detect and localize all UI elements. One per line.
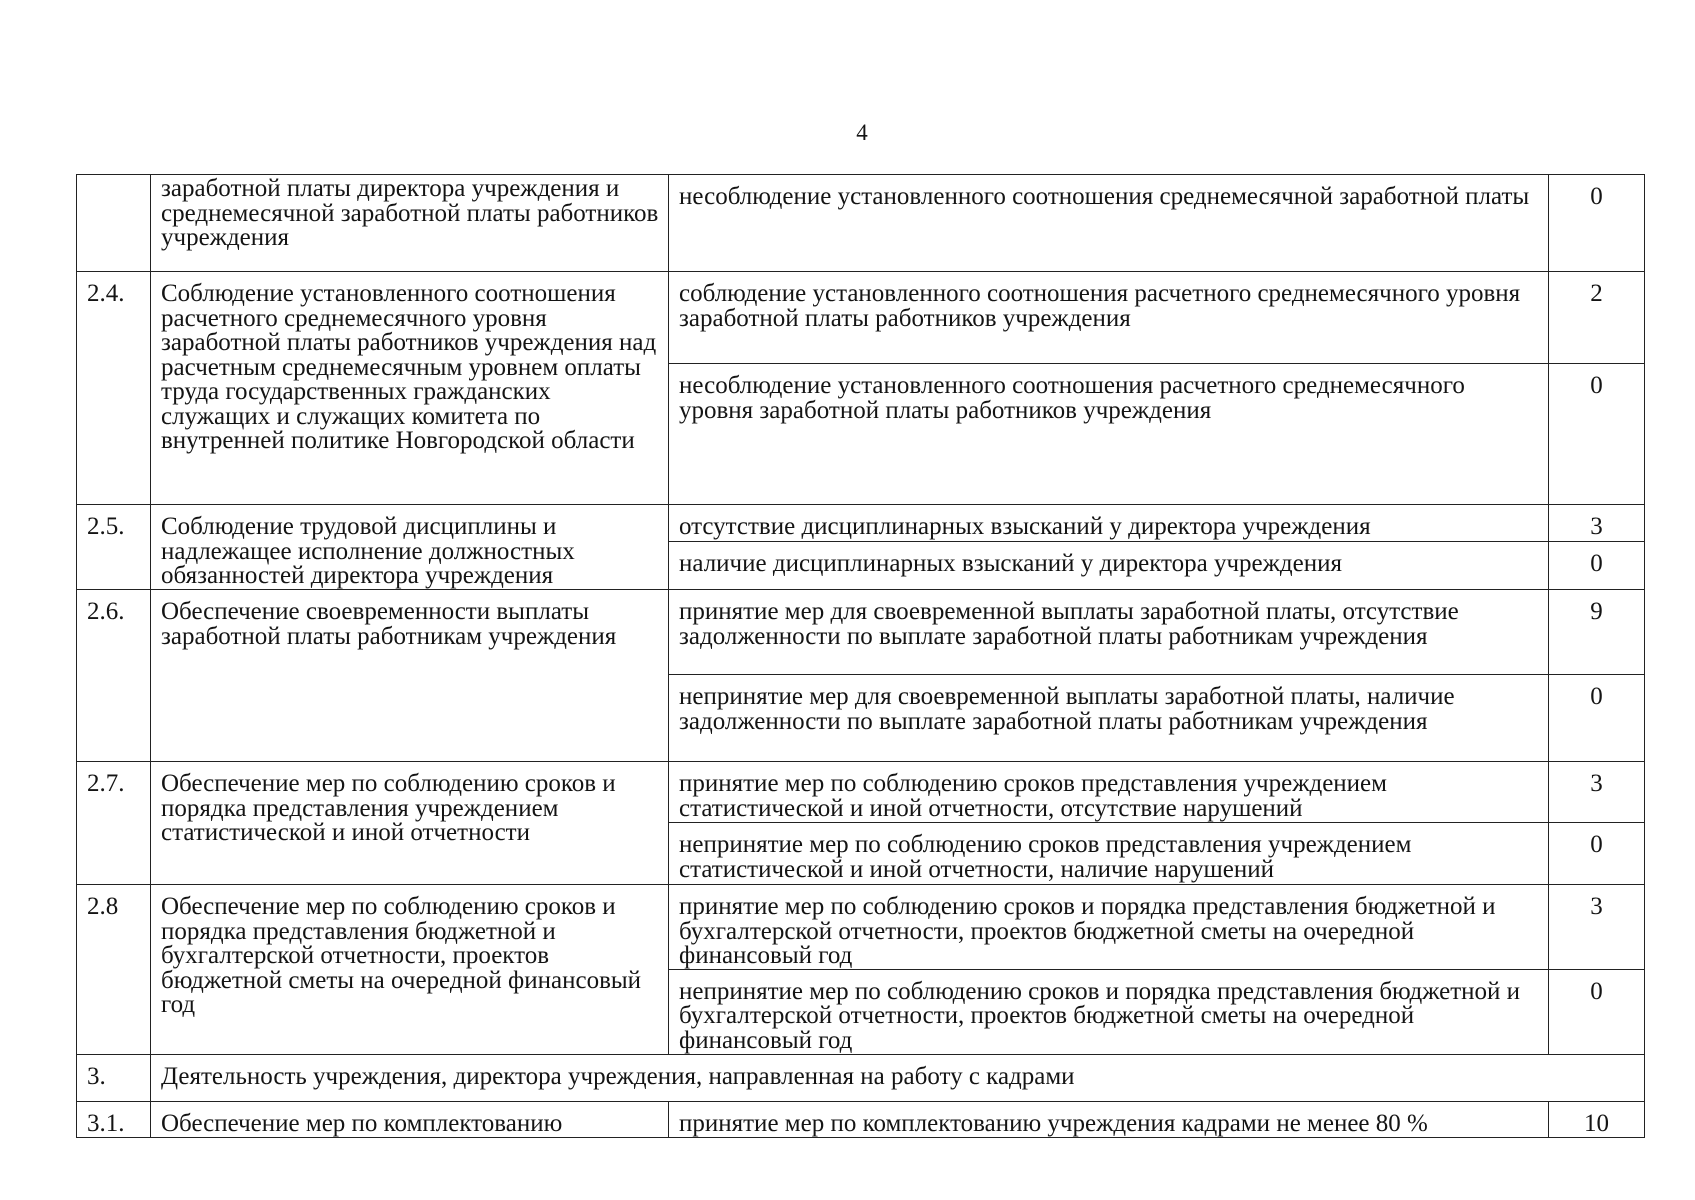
table-row bbox=[77, 762, 1645, 823]
row-number: 2.8 bbox=[77, 885, 151, 1055]
score-value: 0 bbox=[1549, 175, 1645, 272]
criteria-table bbox=[76, 174, 1645, 1138]
option-text: принятие мер по комплектованию учреждения кадрами не менее 80 % bbox=[669, 1101, 1549, 1137]
score-value: 3 bbox=[1549, 885, 1645, 970]
row-number: 2.7. bbox=[77, 762, 151, 885]
table-row bbox=[77, 1101, 1645, 1137]
score-value: 0 bbox=[1549, 969, 1645, 1054]
criterion-text: Обеспечение мер по соблюдению сроков и порядка представления бюджетной и бухгалтерской отчетности, проектов бюджетной сметы на очередной финансовый год bbox=[151, 885, 669, 1055]
criterion-text: заработной платы директора учреждения и среднемесячной заработной платы работников учреждения bbox=[151, 175, 669, 272]
option-text: соблюдение установленного соотношения расчетного среднемесячного уровня заработной платы работников учреждения bbox=[669, 272, 1549, 364]
option-text: несоблюдение установленного соотношения расчетного среднемесячного уровня заработной платы работников учреждения bbox=[669, 364, 1549, 505]
criterion-text: Обеспечение мер по соблюдению сроков и порядка представления учреждением статистической и иной отчетности bbox=[151, 762, 669, 885]
table-row bbox=[77, 885, 1645, 970]
row-number: 2.5. bbox=[77, 505, 151, 590]
score-value: 9 bbox=[1549, 590, 1645, 675]
row-number bbox=[77, 175, 151, 272]
page-number: 4 bbox=[856, 120, 868, 145]
option-text: принятие мер для своевременной выплаты заработной платы, отсутствие задолженности по выплате заработной платы работникам учреждения bbox=[669, 590, 1549, 675]
score-value: 0 bbox=[1549, 542, 1645, 590]
criterion-text: Обеспечение мер по комплектованию bbox=[151, 1101, 669, 1137]
row-number: 3.1. bbox=[77, 1101, 151, 1137]
table-row bbox=[77, 272, 1645, 364]
score-value: 0 bbox=[1549, 364, 1645, 505]
option-text: принятие мер по соблюдению сроков представления учреждением статистической и иной отчетности, отсутствие нарушений bbox=[669, 762, 1549, 823]
option-text: несоблюдение установленного соотношения среднемесячной заработной платы bbox=[669, 175, 1549, 272]
criterion-text: Обеспечение своевременности выплаты заработной платы работникам учреждения bbox=[151, 590, 669, 762]
option-text: наличие дисциплинарных взысканий у директора учреждения bbox=[669, 542, 1549, 590]
option-text: непринятие мер по соблюдению сроков и порядка представления бюджетной и бухгалтерской отчетности, проектов бюджетной сметы на очередной финансовый год bbox=[669, 969, 1549, 1054]
score-value: 10 bbox=[1549, 1101, 1645, 1137]
score-value: 0 bbox=[1549, 675, 1645, 762]
section-row bbox=[77, 1054, 1645, 1101]
row-number: 2.4. bbox=[77, 272, 151, 505]
score-value: 0 bbox=[1549, 823, 1645, 885]
section-title: Деятельность учреждения, директора учреждения, направленная на работу с кадрами bbox=[151, 1054, 1645, 1101]
option-text: непринятие мер по соблюдению сроков представления учреждением статистической и иной отчетности, наличие нарушений bbox=[669, 823, 1549, 885]
criterion-text: Соблюдение трудовой дисциплины и надлежащее исполнение должностных обязанностей директора учреждения bbox=[151, 505, 669, 590]
row-number: 2.6. bbox=[77, 590, 151, 762]
table-row bbox=[77, 175, 1645, 272]
criterion-text: Соблюдение установленного соотношения расчетного среднемесячного уровня заработной платы работников учреждения над расчетным среднемесячным уровнем оплаты труда государственных гражданских служащих и служащих комитета по внутренней политике Новгородской области bbox=[151, 272, 669, 505]
score-value: 3 bbox=[1549, 762, 1645, 823]
table-row bbox=[77, 505, 1645, 542]
option-text: принятие мер по соблюдению сроков и порядка представления бюджетной и бухгалтерской отчетности, проектов бюджетной сметы на очередной финансовый год bbox=[669, 885, 1549, 970]
score-value: 3 bbox=[1549, 505, 1645, 542]
section-number: 3. bbox=[77, 1054, 151, 1101]
option-text: непринятие мер для своевременной выплаты заработной платы, наличие задолженности по выплате заработной платы работникам учреждения bbox=[669, 675, 1549, 762]
option-text: отсутствие дисциплинарных взысканий у директора учреждения bbox=[669, 505, 1549, 542]
score-value: 2 bbox=[1549, 272, 1645, 364]
table-row bbox=[77, 590, 1645, 675]
